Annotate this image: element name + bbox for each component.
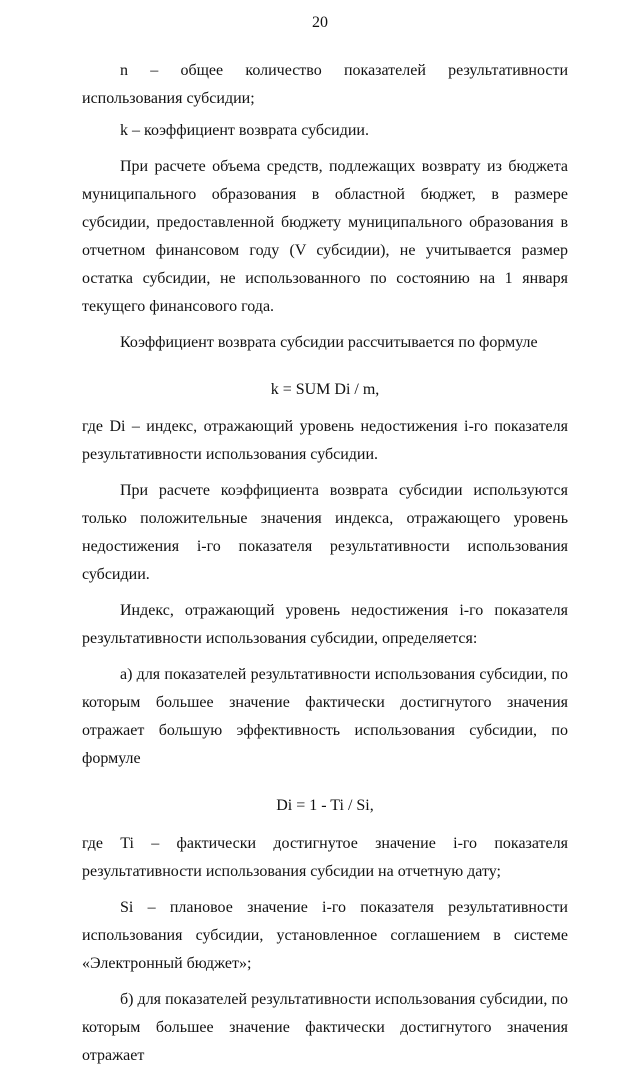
paragraph-k-definition: k – коэффициент возврата субсидии. bbox=[120, 122, 369, 139]
page-number: 20 bbox=[312, 14, 328, 31]
formula-di: Di = 1 - Ti / Si, bbox=[276, 797, 374, 814]
paragraph-case-b: б) для показателей результативности использования субсидии, по которым большее значение фактически достигнутого значения отражает bbox=[82, 991, 568, 1064]
paragraph-index-intro: Индекс, отражающий уровень недостижения i-го показателя результативности использования субсидии, определяется: bbox=[82, 602, 568, 647]
paragraph-ti-definition: где Ti – фактически достигнутое значение i-го показателя результативности использования субсидии на отчетную дату; bbox=[82, 835, 568, 880]
paragraph-n-definition: n – общее количество показателей результативности использования субсидии; bbox=[82, 62, 568, 107]
paragraph-si-definition: Si – плановое значение i-го показателя результативности использования субсидии, установленное соглашением в системе «Электронный бюджет»; bbox=[82, 899, 568, 972]
paragraph-formula-intro: Коэффициент возврата субсидии рассчитывается по формуле bbox=[120, 334, 538, 351]
document-body bbox=[82, 57, 568, 1078]
paragraph-case-a: а) для показателей результативности использования субсидии, по которым большее значение фактически достигнутого значения отражает большую эффективность использования субсидии, по формуле bbox=[82, 666, 568, 767]
paragraph-positive-values: При расчете коэффициента возврата субсидии используются только положительные значения индекса, отражающего уровень недостижения i-го показателя результативности использования субсидии. bbox=[82, 482, 568, 583]
paragraph-di-definition: где Di – индекс, отражающий уровень недостижения i-го показателя результативности использования субсидии. bbox=[82, 418, 568, 463]
paragraph-return-volume: При расчете объема средств, подлежащих возврату из бюджета муниципального образования в областной бюджет, в размере субсидии, предоставленной бюджету муниципального образования в отчетном финансовом году (V субсидии), не учитывается размер остатка субсидии, не использованного по состоянию на 1 января текущего финансового года. bbox=[82, 158, 568, 315]
formula-k: k = SUM Di / m, bbox=[270, 381, 380, 398]
